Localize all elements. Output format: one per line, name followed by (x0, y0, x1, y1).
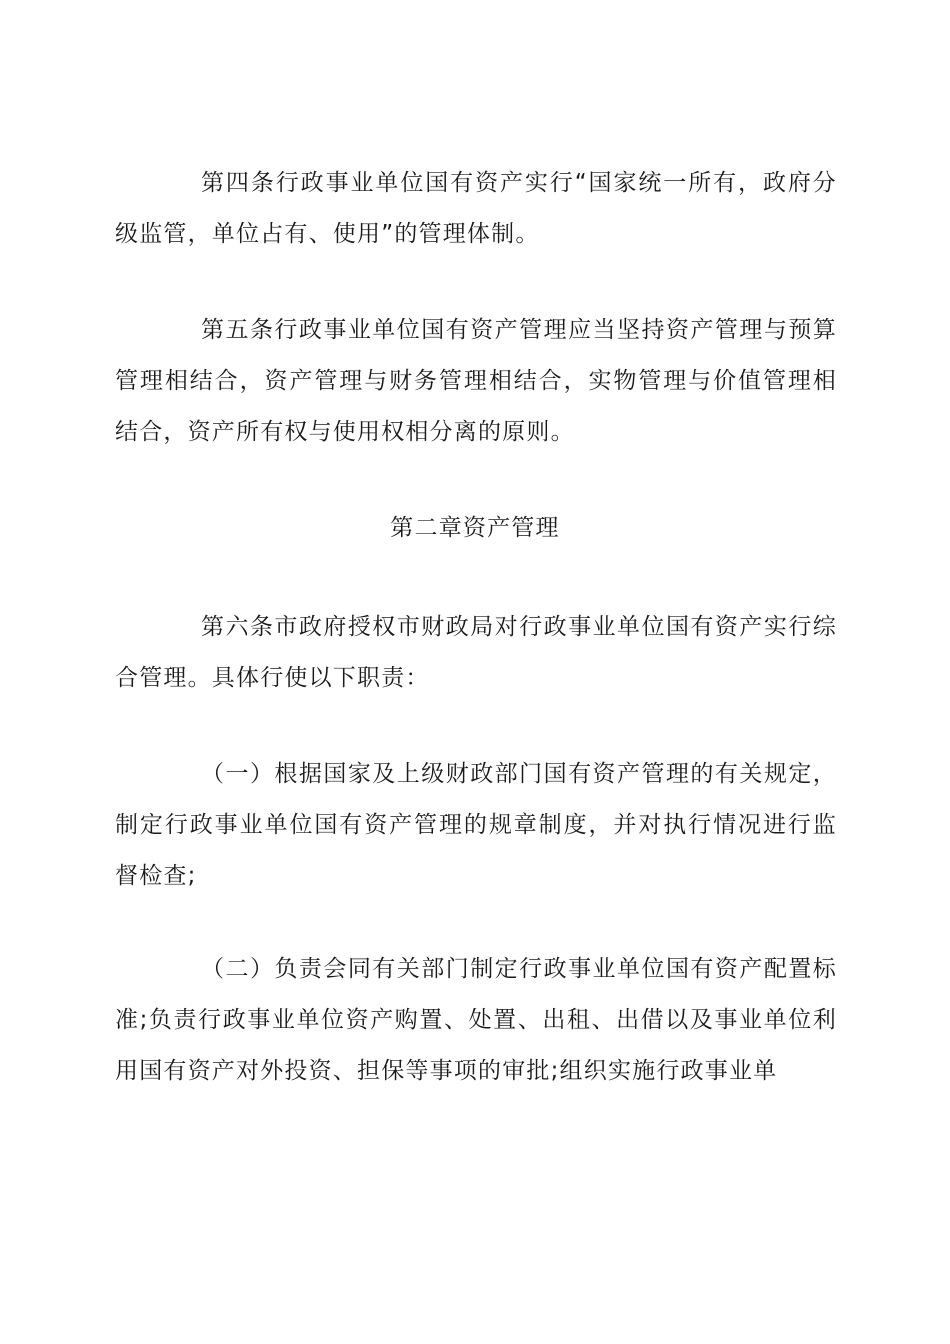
article-5-paragraph: 第五条行政事业单位国有资产管理应当坚持资产管理与预算管理相结合，资产管理与财务管理相结合，实物管理与价值管理相结合，资产所有权与使用权相分离的原则。 (115, 317, 837, 445)
article-4-paragraph: 第四条行政事业单位国有资产实行“国家统一所有，政府分级监管，单位占有、使用”的管理体制。 (115, 170, 837, 247)
duty-item-2-paragraph: （二）负责会同有关部门制定行政事业单位国有资产配置标准;负责行政事业单位资产购置、处置、出租、出借以及事业单位利用国有资产对外投资、担保等事项的审批;组织实施行政事业单 (115, 956, 837, 1084)
article-6-paragraph: 第六条市政府授权市财政局对行政事业单位国有资产实行综合管理。具体行使以下职责： (115, 614, 837, 691)
chapter-heading: 第二章资产管理 (390, 515, 560, 541)
duty-item-1-paragraph: （一）根据国家及上级财政部门国有资产管理的有关规定，制定行政事业单位国有资产管理的规章制度，并对执行情况进行监督检查; (115, 761, 837, 889)
